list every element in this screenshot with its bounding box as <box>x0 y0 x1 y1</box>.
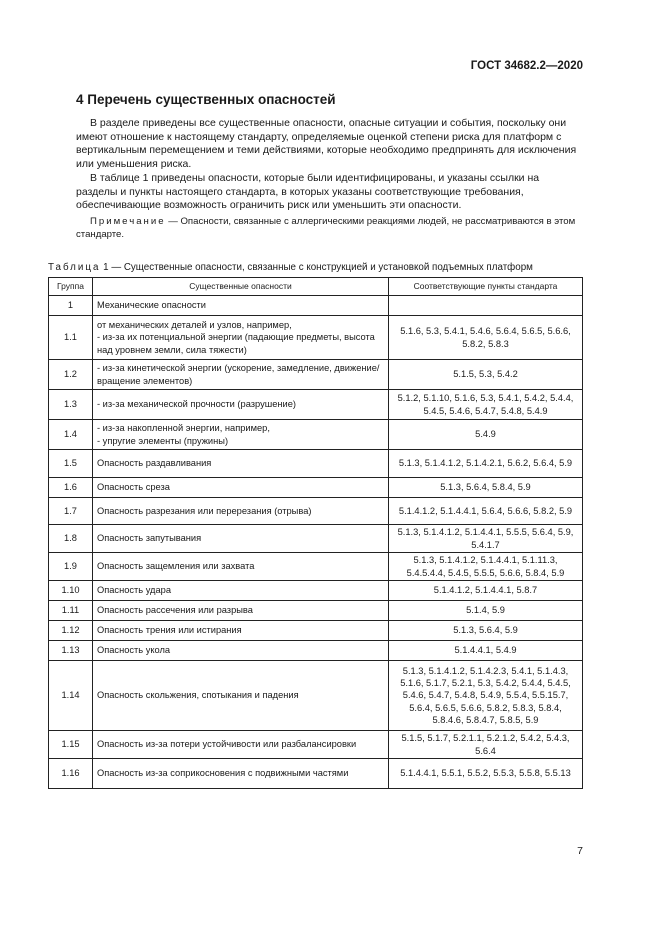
clauses-cell: 5.1.3, 5.1.4.1.2, 5.1.4.4.1, 5.1.11.3, 5.4.5.4.4, 5.4.5, 5.5.5, 5.6.6, 5.8.4, 5.9 <box>389 553 583 581</box>
table-row <box>49 316 583 360</box>
clauses-cell: 5.1.4, 5.9 <box>389 601 583 621</box>
group-cell: 1.13 <box>49 641 93 661</box>
group-cell: 1.3 <box>49 390 93 420</box>
hazard-cell <box>93 360 389 390</box>
hazard-cell <box>93 525 389 553</box>
note-label: Примечание <box>90 216 166 227</box>
hazard-line: Опасность из-за потери устойчивости или разбалансировки <box>97 739 357 750</box>
table-row <box>49 661 583 731</box>
note <box>76 215 582 241</box>
hazard-cell <box>93 296 389 316</box>
table-row <box>49 296 583 316</box>
hazard-line: Опасность разрезания или перерезания (отрыва) <box>97 505 312 516</box>
table-row <box>49 601 583 621</box>
hazard-cell <box>93 581 389 601</box>
table-row <box>49 360 583 390</box>
table-row <box>49 498 583 525</box>
table-row <box>49 759 583 789</box>
clauses-cell: 5.1.4.1.2, 5.1.4.4.1, 5.6.4, 5.6.6, 5.8.2, 5.9 <box>389 498 583 525</box>
hazard-line: Опасность скольжения, спотыкания и падения <box>97 690 299 701</box>
group-cell: 1.16 <box>49 759 93 789</box>
clauses-cell: 5.1.4.4.1, 5.4.9 <box>389 641 583 661</box>
clauses-cell: 5.1.2, 5.1.10, 5.1.6, 5.3, 5.4.1, 5.4.2, 5.4.4, 5.4.5, 5.4.6, 5.4.7, 5.4.8, 5.4.9 <box>389 390 583 420</box>
hazard-line: Опасность запутывания <box>97 533 202 544</box>
column-header-group: Группа <box>49 278 93 296</box>
clauses-cell: 5.1.4.1.2, 5.1.4.4.1, 5.8.7 <box>389 581 583 601</box>
group-cell: 1.11 <box>49 601 93 621</box>
table-row <box>49 621 583 641</box>
clauses-cell: 5.1.3, 5.6.4, 5.9 <box>389 621 583 641</box>
table-body <box>49 296 583 789</box>
hazard-cell <box>93 478 389 498</box>
table-caption <box>48 262 533 273</box>
table-row <box>49 478 583 498</box>
hazard-line: - из-за накопленной энергии, например, <box>97 423 270 434</box>
table-row <box>49 553 583 581</box>
hazard-cell <box>93 759 389 789</box>
table-row <box>49 390 583 420</box>
group-cell: 1.4 <box>49 420 93 450</box>
group-cell: 1.6 <box>49 478 93 498</box>
group-cell: 1.14 <box>49 661 93 731</box>
hazard-line: Механические опасности <box>97 300 206 311</box>
group-cell: 1.12 <box>49 621 93 641</box>
group-cell: 1.10 <box>49 581 93 601</box>
table-row <box>49 641 583 661</box>
table-row <box>49 525 583 553</box>
clauses-cell: 5.1.4.4.1, 5.5.1, 5.5.2, 5.5.3, 5.5.8, 5.5.13 <box>389 759 583 789</box>
hazard-line: Опасность из-за соприкосновения с подвижными частями <box>97 768 349 779</box>
paragraph-text: В таблице 1 приведены опасности, которые были идентифицированы, и указаны ссылки на разделы и пункты настоящего стандарта, в которых указаны соответствующие требования, обеспечивающие возможность ограничить риск или уменьшить эти опасности. <box>76 172 540 211</box>
table-header-row <box>49 278 583 296</box>
note-text: — Опасности, связанные с аллергическими реакциями людей, не рассматриваются в этом стандарте. <box>76 216 576 240</box>
hazard-cell <box>93 316 389 360</box>
group-cell: 1.8 <box>49 525 93 553</box>
table-row <box>49 581 583 601</box>
table-row <box>49 450 583 478</box>
hazard-cell <box>93 641 389 661</box>
clauses-cell: 5.4.9 <box>389 420 583 450</box>
hazard-line: Опасность удара <box>97 585 171 596</box>
table-row <box>49 731 583 759</box>
group-cell: 1.15 <box>49 731 93 759</box>
column-header-clauses: Соответствующие пункты стандарта <box>389 278 583 296</box>
hazards-table <box>48 277 583 789</box>
group-cell: 1.5 <box>49 450 93 478</box>
hazard-cell <box>93 621 389 641</box>
column-header-hazards: Существенные опасности <box>93 278 389 296</box>
section-title: 4 Перечень существенных опасностей <box>76 92 336 107</box>
hazard-line: Опасность укола <box>97 645 171 656</box>
hazard-line: Опасность раздавливания <box>97 458 212 469</box>
hazard-cell <box>93 553 389 581</box>
paragraph-table-ref <box>76 172 582 213</box>
paragraph-text: В разделе приведены все существенные опасности, опасные ситуации и события, поскольку они имеют отношение к настоящему стандарту, определяемые оценкой степени риска для платформ с вертикальным перемещением и теми действиями, которые необходимо предпринять для исключения или уменьшения риска. <box>76 117 577 170</box>
clauses-cell: 5.1.6, 5.3, 5.4.1, 5.4.6, 5.6.4, 5.6.5, 5.6.6, 5.8.2, 5.8.3 <box>389 316 583 360</box>
table-row <box>49 420 583 450</box>
clauses-cell: 5.1.3, 5.6.4, 5.8.4, 5.9 <box>389 478 583 498</box>
group-cell: 1.9 <box>49 553 93 581</box>
clauses-cell: 5.1.3, 5.1.4.1.2, 5.1.4.2.3, 5.4.1, 5.1.4.3, 5.1.6, 5.1.7, 5.2.1, 5.3, 5.4.2, 5.4.4, 5.4.5, 5.4.6, 5.4.7, 5.4.8, 5.4.9, 5.5.4, 5.5.15.7, 5.6.4, 5.6.5, 5.6.6, 5.8.2, 5.8.3, 5.8.4, 5.8.4.6, 5.8.4.7, 5.8.5, 5.9 <box>389 661 583 731</box>
hazard-line: Опасность трения или истирания <box>97 625 242 636</box>
hazard-cell <box>93 661 389 731</box>
clauses-cell: 5.1.5, 5.3, 5.4.2 <box>389 360 583 390</box>
group-cell: 1.2 <box>49 360 93 390</box>
hazard-cell <box>93 450 389 478</box>
group-cell: 1 <box>49 296 93 316</box>
hazard-line: от механических деталей и узлов, например, <box>97 320 292 331</box>
hazard-line: - упругие элементы (пружины) <box>97 435 229 446</box>
clauses-cell <box>389 296 583 316</box>
hazard-cell <box>93 498 389 525</box>
hazard-line: Опасность среза <box>97 482 170 493</box>
page-number: 7 <box>577 845 583 857</box>
hazard-line: Опасность рассечения или разрыва <box>97 605 253 616</box>
group-cell: 1.7 <box>49 498 93 525</box>
table-caption-label: Таблица <box>48 262 101 273</box>
hazard-cell <box>93 420 389 450</box>
clauses-cell: 5.1.3, 5.1.4.1.2, 5.1.4.2.1, 5.6.2, 5.6.4, 5.9 <box>389 450 583 478</box>
hazard-cell <box>93 601 389 621</box>
clauses-cell: 5.1.3, 5.1.4.1.2, 5.1.4.4.1, 5.5.5, 5.6.4, 5.9, 5.4.1.7 <box>389 525 583 553</box>
hazard-line: - из-за кинетической энергии (ускорение, замедление, движение/вращение элементов) <box>97 363 380 386</box>
hazard-line: Опасность защемления или захвата <box>97 561 255 572</box>
hazard-line: - из-за механической прочности (разрушение) <box>97 399 296 410</box>
clauses-cell: 5.1.5, 5.1.7, 5.2.1.1, 5.2.1.2, 5.4.2, 5.4.3, 5.6.4 <box>389 731 583 759</box>
hazard-cell <box>93 731 389 759</box>
paragraph-intro <box>76 117 582 171</box>
table-caption-text: 1 — Существенные опасности, связанные с конструкцией и установкой подъемных платформ <box>100 262 533 273</box>
group-cell: 1.1 <box>49 316 93 360</box>
hazard-cell <box>93 390 389 420</box>
hazard-line: - из-за их потенциальной энергии (падающие предметы, высота над уровнем земли, сила тяжести) <box>97 332 375 355</box>
standard-number: ГОСТ 34682.2—2020 <box>470 60 583 72</box>
